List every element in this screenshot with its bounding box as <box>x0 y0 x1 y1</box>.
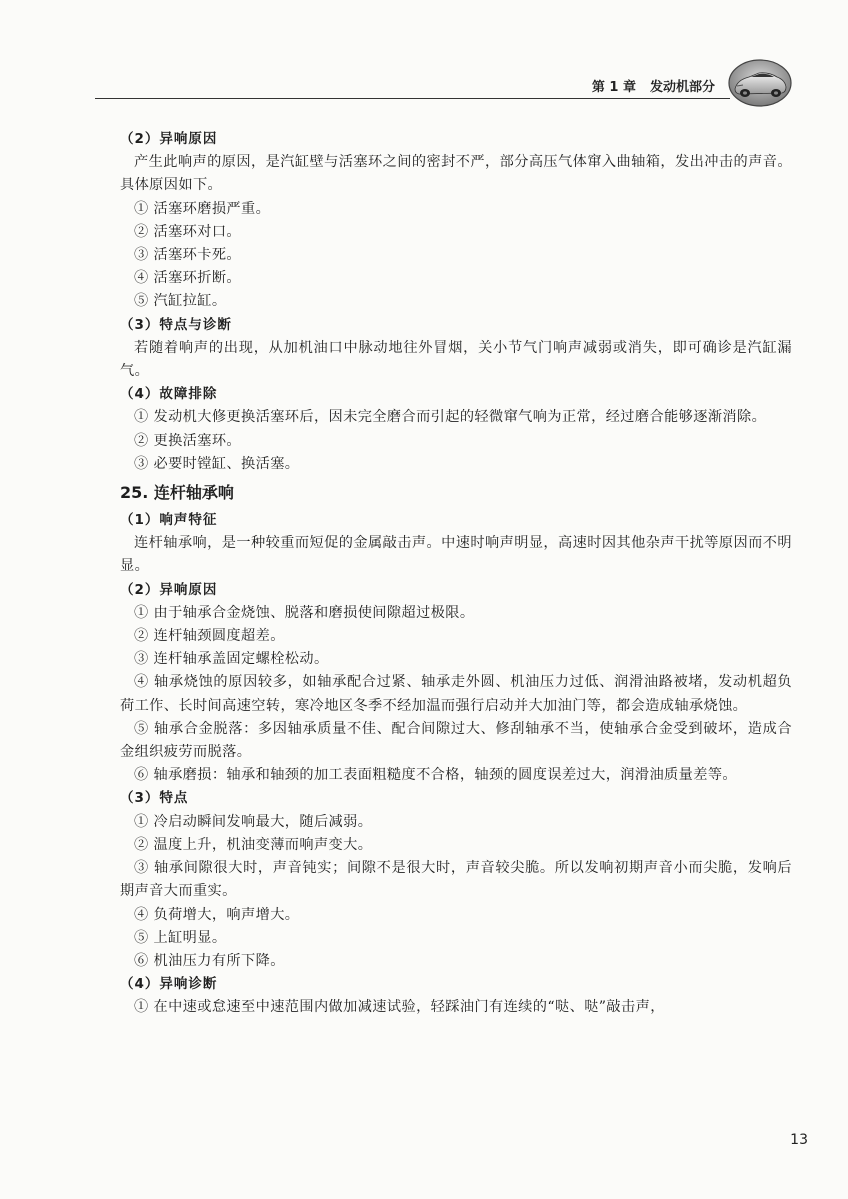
list-item: ② 更换活塞环。 <box>134 432 242 449</box>
list-item: ① 发动机大修更换活塞环后，因未完全磨合而引起的轻微窜气响为正常，经过磨合能够逐渐消除。 <box>134 409 767 426</box>
page-content <box>120 128 792 1020</box>
chapter-label: 第 1 章 <box>591 80 636 95</box>
subheading: （3）特点与诊断 <box>120 316 232 333</box>
paragraph: 产生此响声的原因，是汽缸壁与活塞环之间的密封不严，部分高压气体窜入曲轴箱，发出冲击的声音。具体原因如下。 <box>120 154 792 194</box>
running-header <box>95 60 795 100</box>
section-heading: 25. 连杆轴承响 <box>120 483 234 503</box>
chapter-title: 发动机部分 <box>649 80 715 95</box>
list-item: ⑤ 汽缸拉缸。 <box>134 293 227 310</box>
list-item: ④ 负荷增大，响声增大。 <box>134 906 300 923</box>
list-item: ② 温度上升，机油变薄而响声变大。 <box>134 836 373 853</box>
list-item: ① 冷启动瞬间发响最大，随后减弱。 <box>134 813 373 830</box>
subheading: （2）异响原因 <box>120 581 218 598</box>
list-item: ③ 轴承间隙很大时，声音钝实；间隙不是很大时，声音较尖脆。所以发响初期声音小而尖脆，发响后期声音大而重实。 <box>120 860 792 900</box>
list-item: ③ 连杆轴承盖固定螺栓松动。 <box>134 651 329 668</box>
subheading: （4）异响诊断 <box>120 976 218 993</box>
list-item: ⑤ 上缸明显。 <box>134 929 227 946</box>
subheading: （3）特点 <box>120 790 189 807</box>
list-item: ⑤ 轴承合金脱落：多因轴承质量不佳、配合间隙过大、修刮轴承不当，使轴承合金受到破坏，造成合金组织疲劳而脱落。 <box>120 720 792 761</box>
page-number: 13 <box>790 1132 808 1148</box>
list-item: ③ 必要时镗缸、换活塞。 <box>134 455 300 472</box>
subheading: （1）响声特征 <box>120 512 218 529</box>
header-text <box>592 76 715 95</box>
car-logo-icon <box>727 58 793 108</box>
list-item: ① 活塞环磨损严重。 <box>134 200 271 217</box>
subheading: （4）故障排除 <box>120 386 218 403</box>
list-item: ④ 轴承烧蚀的原因较多，如轴承配合过紧、轴承走外圆、机油压力过低、润滑油路被堵，发动机超负荷工作、长时间高速空转，寒冷地区冬季不经加温而强行启动并大加油门等，都会造成轴承烧蚀。 <box>120 674 792 714</box>
list-item: ⑥ 轴承磨损：轴承和轴颈的加工表面粗糙度不合格，轴颈的圆度误差过大，润滑油质量差等。 <box>134 767 738 784</box>
paragraph: 连杆轴承响，是一种较重而短促的金属敲击声。中速时响声明显，高速时因其他杂声干扰等原因而不明显。 <box>120 535 792 575</box>
subheading: （2）异响原因 <box>120 131 218 147</box>
list-item: ② 活塞环对口。 <box>134 223 242 240</box>
list-item: ③ 活塞环卡死。 <box>134 247 242 264</box>
paragraph: 若随着响声的出现，从加机油口中脉动地往外冒烟，关小节气门响声减弱或消失，即可确诊是汽缸漏气。 <box>120 339 792 380</box>
list-item: ⑥ 机油压力有所下降。 <box>134 952 285 969</box>
list-item: ④ 活塞环折断。 <box>134 270 242 287</box>
list-item: ① 由于轴承合金烧蚀、脱落和磨损使间隙超过极限。 <box>134 604 475 621</box>
list-item: ② 连杆轴颈圆度超差。 <box>134 628 285 645</box>
header-rule <box>95 98 730 99</box>
list-item: ① 在中速或怠速至中速范围内做加减速试验，轻踩油门有连续的“哒、哒”敲击声， <box>134 999 665 1016</box>
